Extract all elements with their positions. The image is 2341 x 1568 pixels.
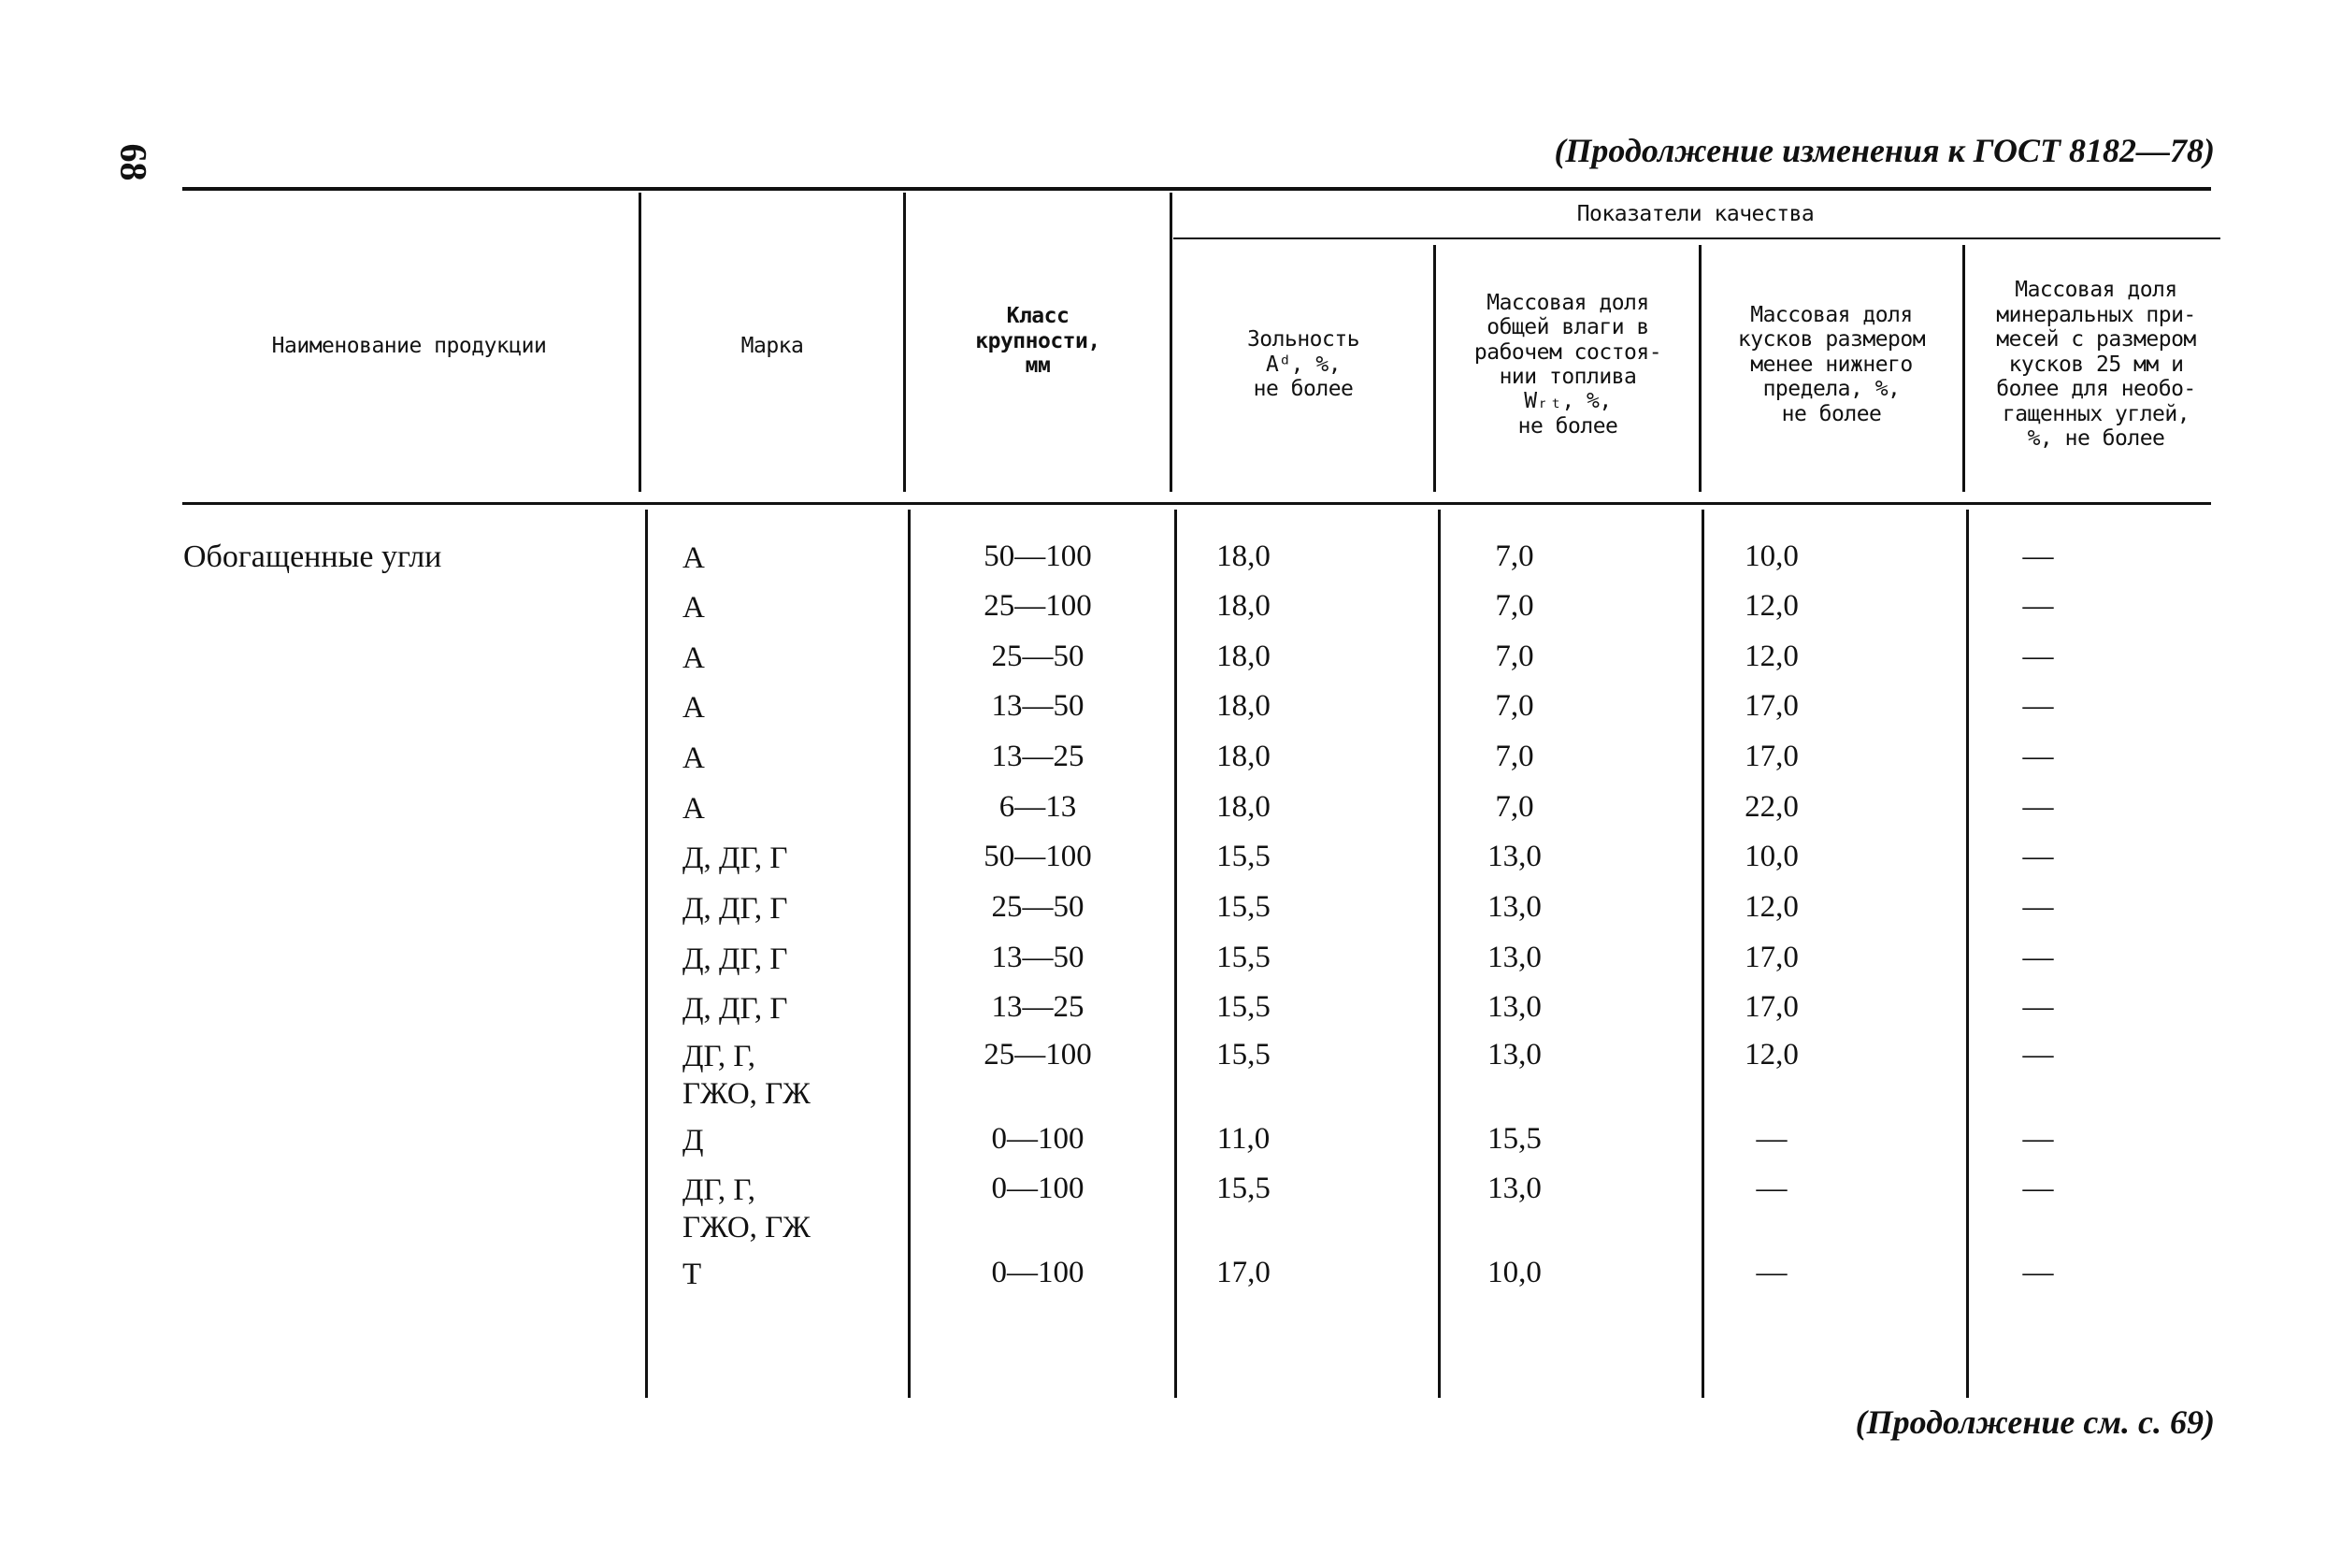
cell-marka: ДГ, Г, ГЖО, ГЖ — [682, 1040, 811, 1111]
cell-moist: 10,0 — [1487, 1256, 1542, 1289]
cell-marka: А — [682, 541, 705, 575]
cell-moist: 7,0 — [1495, 790, 1534, 824]
cell-undersize: — — [1756, 1172, 1788, 1205]
body-divider-3 — [1174, 510, 1177, 1398]
cell-marka: Т — [682, 1258, 702, 1291]
cell-klass: 25—50 — [991, 640, 1084, 673]
cell-klass: 13—50 — [991, 689, 1084, 723]
cell-mineral: — — [2022, 539, 2054, 573]
body-divider-1 — [645, 510, 648, 1398]
product-name: Обогащенные угли — [183, 539, 442, 574]
cell-ash: 17,0 — [1216, 1256, 1271, 1289]
cell-marka: А — [682, 691, 705, 725]
cell-undersize: 12,0 — [1745, 640, 1799, 673]
header-mineral: Массовая доля минеральных при- месей с размером кусков 25 мм и более для необо- гащенных углей, %, не более — [1996, 278, 2196, 452]
header-undersize: Массовая доля кусков размером менее нижнего предела, %, не более — [1737, 302, 1926, 426]
cell-klass: 50—100 — [984, 840, 1092, 873]
cell-ash: 15,5 — [1216, 1172, 1271, 1205]
cell-marka: ДГ, Г, ГЖО, ГЖ — [682, 1173, 811, 1244]
cell-marka: Д, ДГ, Г — [682, 942, 788, 976]
cell-moist: 13,0 — [1487, 890, 1542, 924]
cell-klass: 50—100 — [984, 539, 1092, 573]
cell-marka: Д, ДГ, Г — [682, 992, 788, 1026]
column-divider-6 — [1962, 245, 1965, 492]
column-divider-2 — [903, 193, 906, 492]
cell-moist: 7,0 — [1495, 689, 1534, 723]
cell-marka: Д, ДГ, Г — [682, 842, 788, 875]
header-marka: Марка — [740, 333, 804, 358]
cell-klass: 25—100 — [984, 1038, 1092, 1072]
cell-moist: 7,0 — [1495, 539, 1534, 573]
header-product: Наименование продукции — [271, 333, 547, 358]
cell-ash: 18,0 — [1216, 689, 1271, 723]
cell-marka: А — [682, 741, 705, 775]
cell-ash: 15,5 — [1216, 840, 1271, 873]
cell-marka: Д, ДГ, Г — [682, 892, 788, 926]
cell-mineral: — — [2022, 1038, 2054, 1072]
cell-undersize: 12,0 — [1745, 1038, 1799, 1072]
table-top-rule — [182, 187, 2211, 191]
cell-undersize: 10,0 — [1745, 539, 1799, 573]
header-note: (Продолжение изменения к ГОСТ 8182—78) — [1554, 132, 2215, 169]
column-divider-3 — [1170, 193, 1172, 492]
cell-moist: 7,0 — [1495, 640, 1534, 673]
cell-klass: 0—100 — [991, 1256, 1084, 1289]
body-divider-4 — [1438, 510, 1441, 1398]
cell-moist: 13,0 — [1487, 1038, 1542, 1072]
cell-klass: 25—50 — [991, 890, 1084, 924]
cell-undersize: 12,0 — [1745, 589, 1799, 623]
cell-moist: 13,0 — [1487, 990, 1542, 1024]
cell-mineral: — — [2022, 941, 2054, 974]
cell-klass: 6—13 — [998, 790, 1077, 824]
cell-ash: 18,0 — [1216, 740, 1271, 773]
cell-mineral: — — [2022, 589, 2054, 623]
cell-mineral: — — [2022, 1256, 2054, 1289]
cell-klass: 13—25 — [991, 990, 1084, 1024]
cell-ash: 18,0 — [1216, 640, 1271, 673]
cell-mineral: — — [2022, 990, 2054, 1024]
cell-mineral: — — [2022, 790, 2054, 824]
cell-ash: 15,5 — [1216, 890, 1271, 924]
cell-marka: А — [682, 591, 705, 625]
cell-ash: 11,0 — [1216, 1122, 1271, 1156]
body-divider-2 — [908, 510, 911, 1398]
header-bottom-rule — [182, 502, 2211, 505]
cell-undersize: 17,0 — [1745, 941, 1799, 974]
cell-undersize: 17,0 — [1745, 990, 1799, 1024]
header-size-class: Класс крупности, мм — [975, 304, 1100, 379]
cell-moist: 15,5 — [1487, 1122, 1542, 1156]
cell-undersize: 17,0 — [1745, 740, 1799, 773]
cell-marka: А — [682, 792, 705, 826]
cell-ash: 15,5 — [1216, 1038, 1271, 1072]
cell-klass: 0—100 — [991, 1172, 1084, 1205]
cell-mineral: — — [2022, 640, 2054, 673]
cell-ash: 15,5 — [1216, 941, 1271, 974]
cell-marka: А — [682, 641, 705, 675]
cell-mineral: — — [2022, 890, 2054, 924]
page-number: 68 — [112, 143, 155, 181]
cell-ash: 18,0 — [1216, 589, 1271, 623]
cell-moist: 13,0 — [1487, 941, 1542, 974]
cell-undersize: 22,0 — [1745, 790, 1799, 824]
cell-marka: Д — [682, 1124, 704, 1158]
cell-moist: 7,0 — [1495, 589, 1534, 623]
cell-klass: 13—25 — [991, 740, 1084, 773]
cell-mineral: — — [2022, 840, 2054, 873]
cell-moist: 13,0 — [1487, 840, 1542, 873]
cell-mineral: — — [2022, 1122, 2054, 1156]
cell-ash: 18,0 — [1216, 539, 1271, 573]
cell-ash: 15,5 — [1216, 990, 1271, 1024]
footer-note: (Продолжение см. с. 69) — [1855, 1403, 2215, 1441]
cell-undersize: — — [1756, 1256, 1788, 1289]
cell-undersize: 17,0 — [1745, 689, 1799, 723]
group-header-rule — [1173, 237, 2220, 239]
body-divider-5 — [1702, 510, 1704, 1398]
column-divider-4 — [1433, 245, 1436, 492]
header-ash: Зольность Aᵈ, %, не более — [1246, 327, 1360, 402]
cell-mineral: — — [2022, 689, 2054, 723]
column-divider-1 — [639, 193, 641, 492]
group-header: Показатели качества — [1576, 201, 1815, 226]
header-moisture: Массовая доля общей влаги в рабочем состоя- нии топлива Wᵣₜ, %, не более — [1473, 290, 1662, 439]
cell-ash: 18,0 — [1216, 790, 1271, 824]
cell-undersize: — — [1756, 1122, 1788, 1156]
cell-moist: 13,0 — [1487, 1172, 1542, 1205]
cell-klass: 0—100 — [991, 1122, 1084, 1156]
cell-undersize: 12,0 — [1745, 890, 1799, 924]
cell-moist: 7,0 — [1495, 740, 1534, 773]
cell-klass: 25—100 — [984, 589, 1092, 623]
cell-klass: 13—50 — [991, 941, 1084, 974]
cell-undersize: 10,0 — [1745, 840, 1799, 873]
cell-mineral: — — [2022, 1172, 2054, 1205]
cell-mineral: — — [2022, 740, 2054, 773]
